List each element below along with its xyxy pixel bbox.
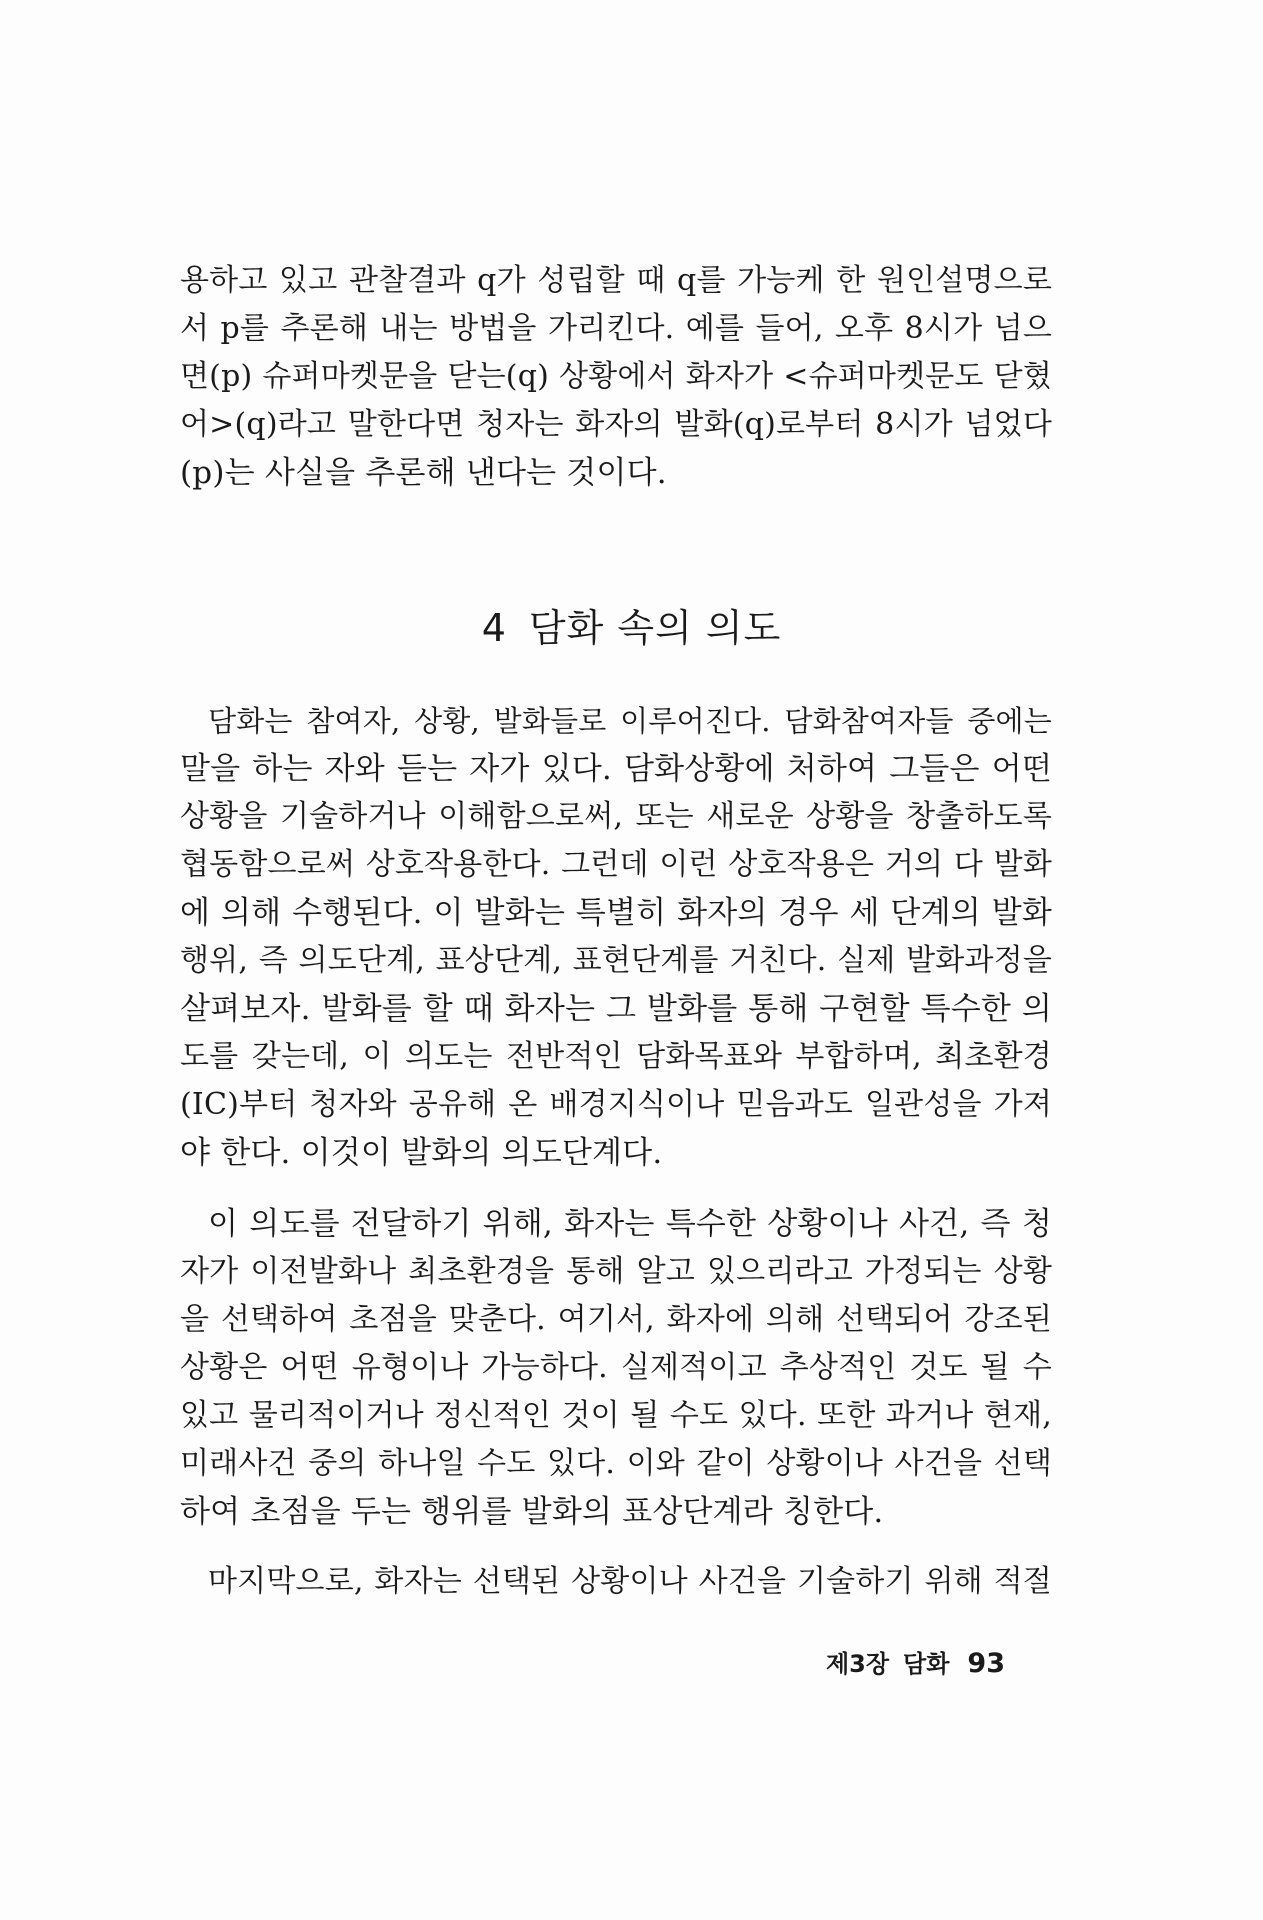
chapter-title: 담화	[903, 1650, 950, 1678]
text-line: 에 의해 수행된다. 이 발화는 특별히 화자의 경우 세 단계의 발화	[180, 895, 1052, 931]
text-line: 행위, 즉 의도단계, 표상단계, 표현단계를 거친다. 실제 발화과정을	[180, 943, 1052, 978]
text-line: 마지막으로, 화자는 선택된 상황이나 사건을 기술하기 위해 적절	[208, 1564, 1052, 1599]
text-line: 도를 갖는데, 이 의도는 전반적인 담화목표와 부합하며, 최초환경	[180, 1039, 1052, 1074]
text-line: 살펴보자. 발화를 할 때 화자는 그 발화를 통해 구현할 특수한 의	[180, 991, 1052, 1027]
text-line: 미래사건 중의 하나일 수도 있다. 이와 같이 상황이나 사건을 선택	[180, 1446, 1052, 1481]
text-line: 협동함으로써 상호작용한다. 그런데 이런 상호작용은 거의 다 발화	[180, 847, 1052, 882]
page-footer	[826, 1646, 1005, 1682]
text-line: 자가 이전발화나 최초환경을 통해 알고 있으리라고 가정되는 상황	[180, 1254, 1052, 1289]
text-line: 담화는 참여자, 상황, 발화들로 이루어진다. 담화참여자들 중에는	[208, 704, 1052, 738]
page-number: 93	[967, 1648, 1005, 1679]
text-line: 상황을 기술하거나 이해함으로써, 또는 새로운 상황을 창출하도록	[180, 799, 1052, 834]
text-line: 용하고 있고 관찰결과 q가 성립할 때 q를 가능케 한 원인설명으로	[180, 263, 1052, 298]
text-line: 야 한다. 이것이 발화의 의도단계다.	[180, 1135, 663, 1171]
body-paragraph	[180, 1200, 1052, 1536]
section-heading	[0, 604, 1263, 652]
text-line: 을 선택하여 초점을 맞춘다. 여기서, 화자에 의해 선택되어 강조된	[180, 1302, 1052, 1337]
text-line: 서 p를 추론해 내는 방법을 가리킨다. 예를 들어, 오후 8시가 넘으	[180, 311, 1052, 346]
body-paragraph	[180, 1558, 1052, 1606]
text-line: 면(p) 슈퍼마켓문을 닫는(q) 상황에서 화자가 <슈퍼마켓문도 닫혔	[180, 359, 1052, 394]
chapter-label: 제3장	[825, 1650, 890, 1678]
body-paragraph	[180, 697, 1052, 1177]
text-line: 어>(q)라고 말한다면 청자는 화자의 발화(q)로부터 8시가 넘었다	[180, 407, 1052, 442]
section-title: 담화 속의 의도	[528, 606, 782, 650]
text-line: 하여 초점을 두는 행위를 발화의 표상단계라 칭한다.	[180, 1494, 884, 1530]
text-line: (IC)부터 청자와 공유해 온 배경지식이나 믿음과도 일관성을 가져	[180, 1087, 1052, 1122]
section-number: 4	[481, 606, 507, 650]
text-line: 있고 물리적이거나 정신적인 것이 될 수도 있다. 또한 과거나 현재,	[180, 1398, 1052, 1433]
text-line: 상황은 어떤 유형이나 가능하다. 실제적이고 추상적인 것도 될 수	[180, 1350, 1052, 1385]
text-line: (p)는 사실을 추론해 낸다는 것이다.	[180, 455, 667, 491]
text-line: 이 의도를 전달하기 위해, 화자는 특수한 상황이나 사건, 즉 청	[208, 1206, 1052, 1242]
intro-paragraph	[180, 257, 1052, 497]
text-line: 말을 하는 자와 듣는 자가 있다. 담화상황에 처하여 그들은 어떤	[180, 751, 1052, 787]
